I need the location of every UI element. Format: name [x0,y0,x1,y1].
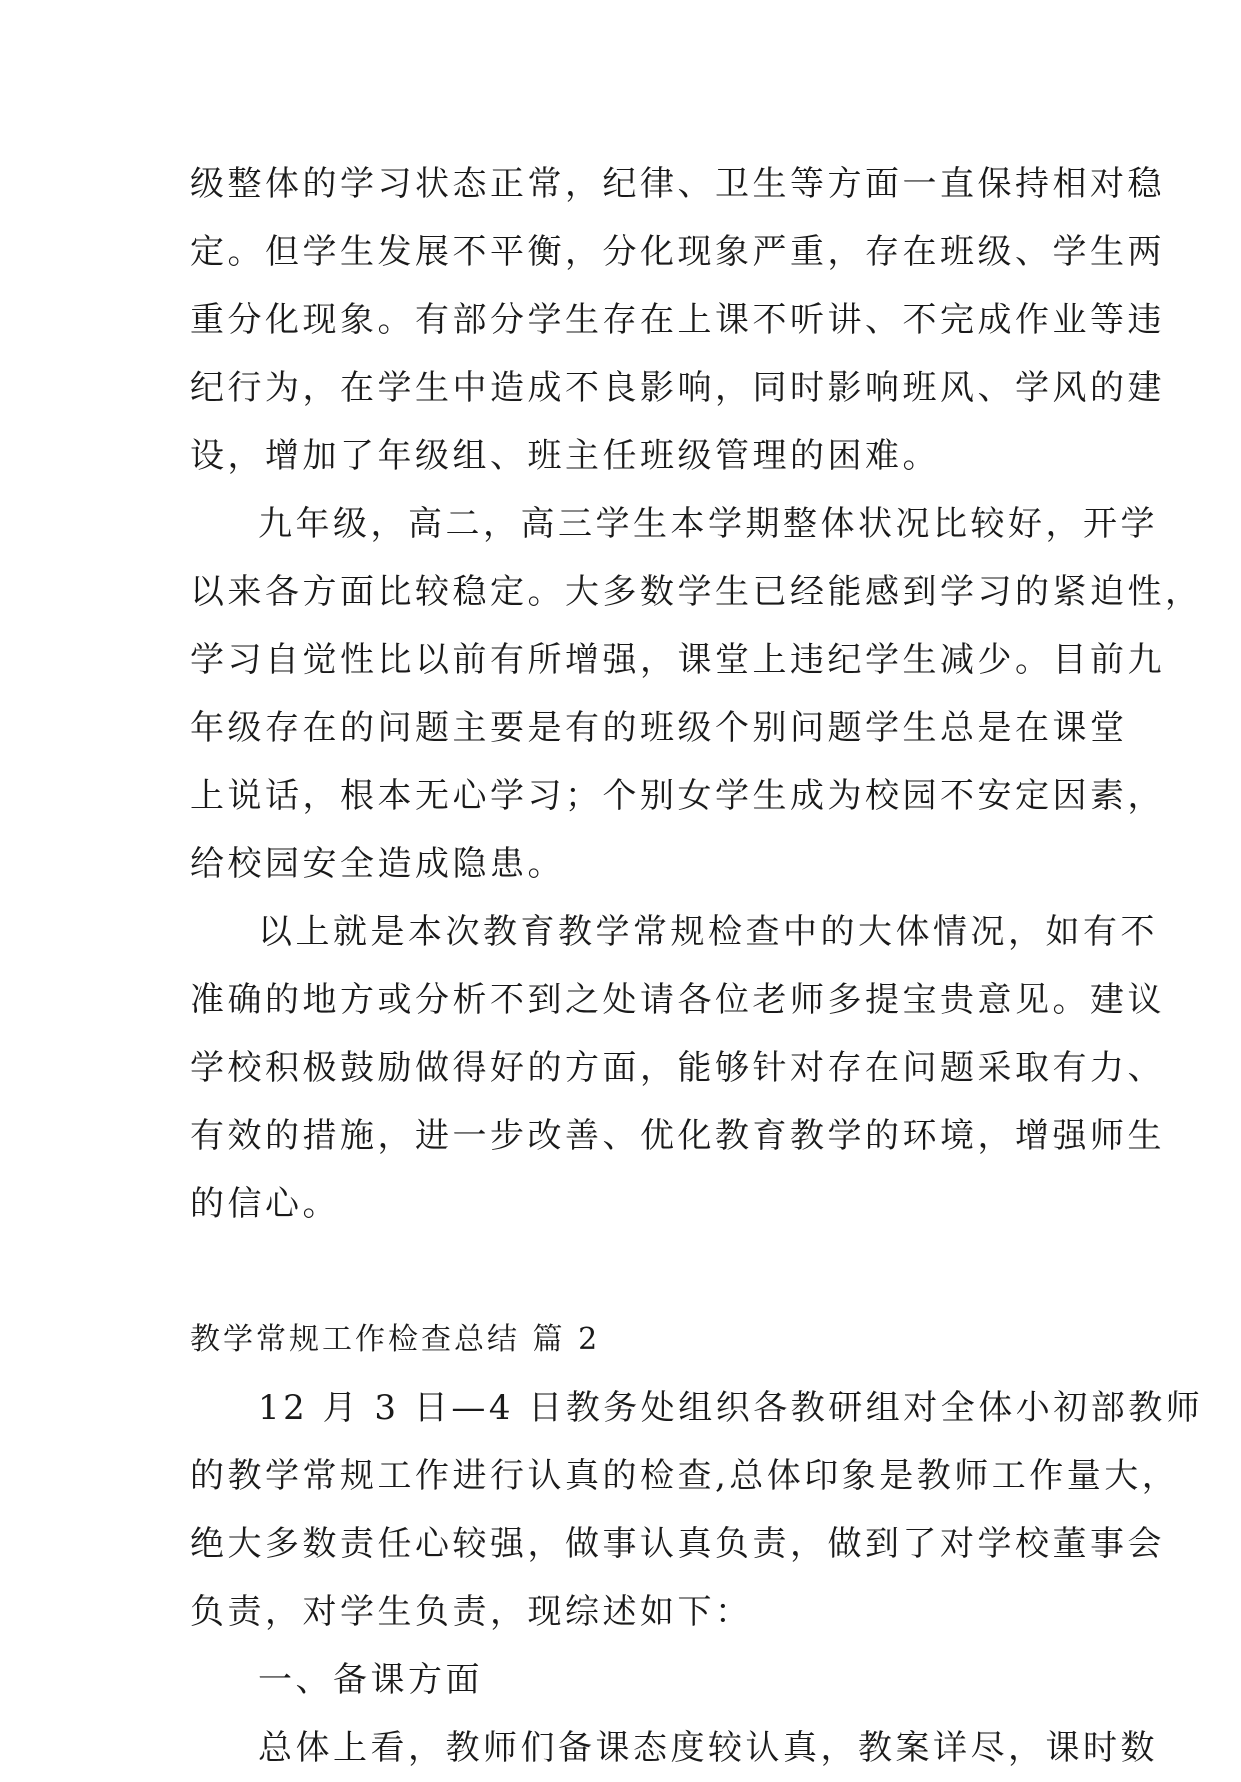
paragraph-line: 绝大多数责任心较强，做事认真负责，做到了对学校董事会 [190,1524,1165,1564]
subsection-heading: 一、备课方面 [258,1660,483,1700]
paragraph-line: 上说话，根本无心学习；个别女学生成为校园不安定因素， [190,776,1165,816]
paragraph-first-line: 九年级，高二，高三学生本学期整体状况比较好，开学 [258,504,1158,544]
paragraph-line: 准确的地方或分析不到之处请各位老师多提宝贵意见。建议 [190,980,1165,1020]
paragraph-line: 的信心。 [190,1184,340,1224]
document-body [190,150,1204,1782]
paragraph-first-line: 以上就是本次教育教学常规检查中的大体情况，如有不 [258,912,1158,952]
section-heading: 教学常规工作检查总结 篇 2 [190,1322,601,1357]
paragraph-first-line: 12 月 3 日—4 日教务处组织各教研组对全体小初部教师 [258,1388,1204,1428]
paragraph-line: 以来各方面比较稳定。大多数学生已经能感到学习的紧迫性， [190,572,1203,612]
paragraph-line: 设，增加了年级组、班主任班级管理的困难。 [190,436,940,476]
paragraph-line: 纪行为，在学生中造成不良影响，同时影响班风、学风的建 [190,368,1165,408]
paragraph-line: 级整体的学习状态正常，纪律、卫生等方面一直保持相对稳 [190,164,1165,204]
paragraph-line: 定。但学生发展不平衡，分化现象严重，存在班级、学生两 [190,232,1165,272]
section-spacer [190,1238,1070,1306]
paragraph-line: 学习自觉性比以前有所增强，课堂上违纪学生减少。目前九 [190,640,1165,680]
paragraph-line: 学校积极鼓励做得好的方面，能够针对存在问题采取有力、 [190,1048,1165,1088]
paragraph-line: 重分化现象。有部分学生存在上课不听讲、不完成作业等违 [190,300,1165,340]
paragraph-line: 有效的措施，进一步改善、优化教育教学的环境，增强师生 [190,1116,1165,1156]
paragraph-line: 年级存在的问题主要是有的班级个别问题学生总是在课堂 [190,708,1128,748]
paragraph-line: 给校园安全造成隐患。 [190,844,565,884]
paragraph-line: 的教学常规工作进行认真的检查,总体印象是教师工作量大， [190,1456,1180,1496]
paragraph-first-line: 总体上看，教师们备课态度较认真，教案详尽，课时数 [258,1728,1158,1768]
paragraph-line: 负责，对学生负责，现综述如下： [190,1592,753,1632]
